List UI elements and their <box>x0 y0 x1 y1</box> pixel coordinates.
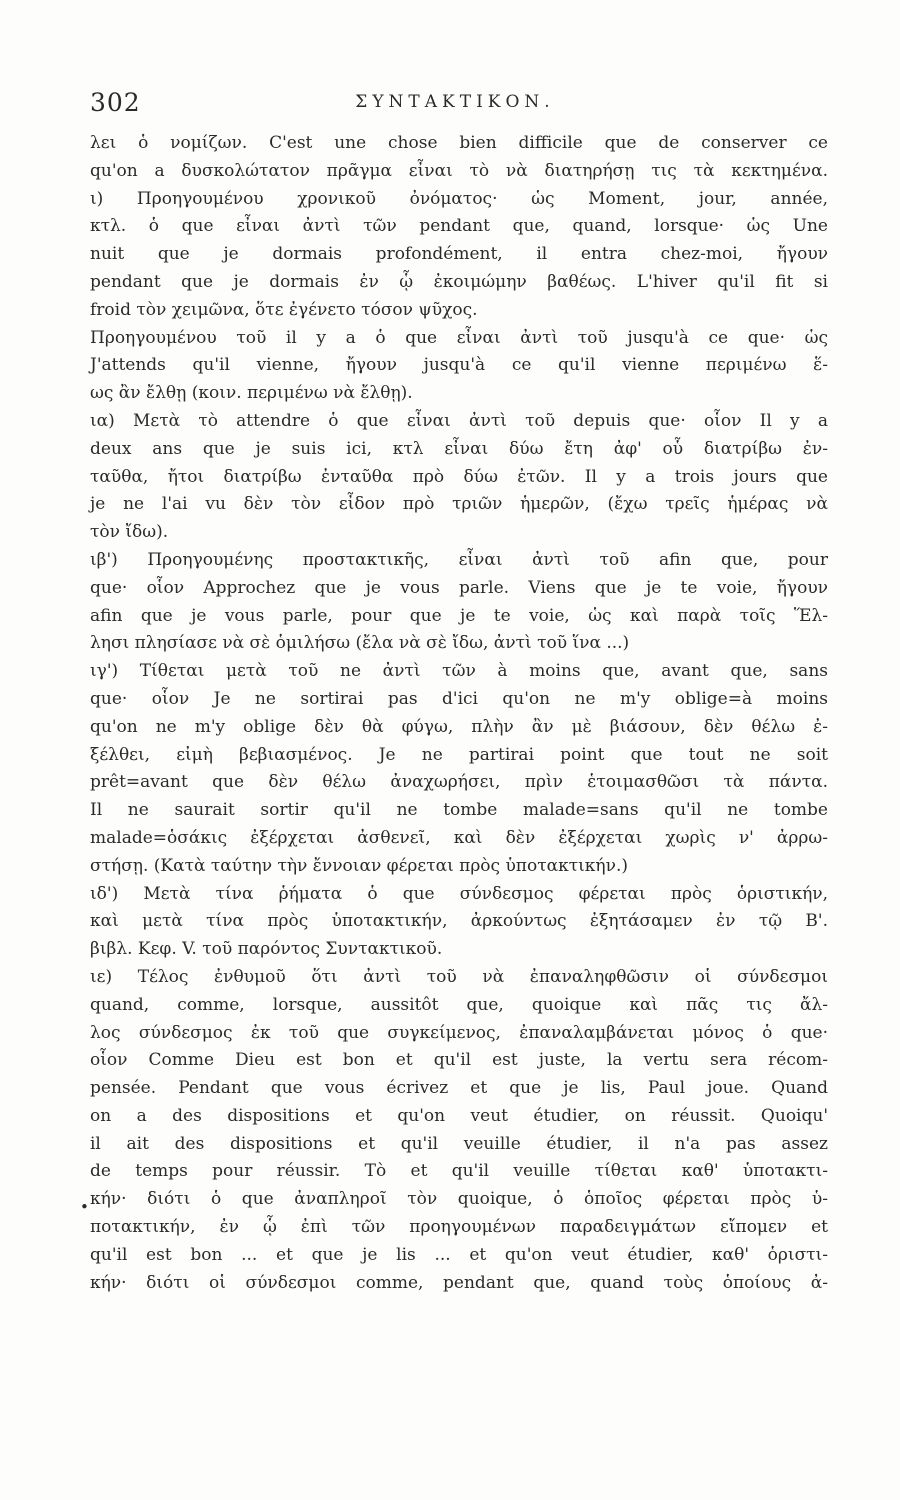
text-line: froid τὸν χειμῶνα, ὅτε ἐγένετο τόσον ψῦχος. <box>90 299 478 320</box>
text-line: ξέλθει, εἰμὴ βεβιασμένος. Je ne partirai point que tout ne soit <box>90 744 828 765</box>
text-line: καὶ μετὰ τίνα πρὸς ὑποτακτικήν, ἀρκούντως ἐξητάσαμεν ἐν τῷ Β'. <box>90 911 828 932</box>
text-line: τὸν ἴδω). <box>90 522 169 543</box>
text-line: λος σύνδεσμος ἐκ τοῦ que συγκείμενος, ἐπαναλαμβάνεται μόνος ὁ que· <box>90 1022 828 1043</box>
text-line: je ne l'ai vu δὲν τὸν εἶδον πρὸ τριῶν ἡμερῶν, (ἔχω τρεῖς ἡμέρας νὰ <box>90 494 828 515</box>
body-text <box>90 130 828 1297</box>
text-line: pensée. Pendant que vous écrivez et que je lis, Paul joue. Quand <box>90 1078 828 1099</box>
text-line: que· οἷον Approchez que je vous parle. Viens que je te voie, ἤγουν <box>90 577 828 598</box>
text-line: κτλ. ὁ que εἶναι ἀντὶ τῶν pendant que, quand, lorsque· ὡς Une <box>90 216 828 237</box>
text-line: κήν· διότι ὁ que ἀναπληροῖ τὸν quoique, ὁ ὁποῖος φέρεται πρὸς ὑ- <box>90 1189 828 1210</box>
text-line: Προηγουμένου τοῦ il y a ὁ que εἶναι ἀντὶ τοῦ jusqu'à ce que· ὡς <box>90 327 828 348</box>
page-number: 302 <box>90 88 141 117</box>
text-line: prêt=avant que δὲν θέλω ἀναχωρήσει, πρὶν ἑτοιμασθῶσι τὰ πάντα. <box>90 772 828 793</box>
page-header <box>90 88 820 122</box>
margin-mark: • <box>80 1198 89 1216</box>
text-line: ι) Προηγουμένου χρονικοῦ ὀνόματος· ὡς Moment, jour, année, <box>90 188 828 209</box>
text-line: quand, comme, lorsque, aussitôt que, quoique καὶ πᾶς τις ἄλ- <box>90 994 828 1015</box>
running-title: ΣΥΝΤΑΚΤΙΚΟΝ. <box>355 92 555 112</box>
text-line: nuit que je dormais profondément, il entra chez-moi, ἤγουν <box>90 244 828 265</box>
text-line: ως ἂν ἔλθῃ (κοιν. περιμένω νὰ ἔλθῃ). <box>90 383 413 404</box>
text-line: ταῦθα, ἤτοι διατρίβω ἐνταῦθα πρὸ δύω ἐτῶν. Il y a trois jours que <box>90 466 828 487</box>
text-line: Il ne saurait sortir qu'il ne tombe malade=sans qu'il ne tombe <box>90 800 828 821</box>
text-line: que· οἷον Je ne sortirai pas d'ici qu'on ne m'y oblige=à moins <box>90 688 828 709</box>
text-line: ιβ') Προηγουμένης προστακτικῆς, εἶναι ἀντὶ τοῦ afin que, pour <box>90 549 828 570</box>
text-line: ιε) Τέλος ἐνθυμοῦ ὅτι ἀντὶ τοῦ νὰ ἐπαναληφθῶσιν οἱ σύνδεσμοι <box>90 966 828 987</box>
text-line: on a des dispositions et qu'on veut étudier, on réussit. Quoiqu' <box>90 1105 828 1126</box>
text-line: qu'on ne m'y oblige δὲν θὰ φύγω, πλὴν ἂν μὲ βιάσουν, δὲν θέλω ἐ- <box>90 716 828 737</box>
text-line: malade=ὁσάκις ἐξέρχεται ἀσθενεῖ, καὶ δὲν ἐξέρχεται χωρὶς ν' ἀρρω- <box>90 827 828 848</box>
text-line: οἷον Comme Dieu est bon et qu'il est juste, la vertu sera récom- <box>90 1050 828 1071</box>
text-line: κήν· διότι οἱ σύνδεσμοι comme, pendant que, quand τοὺς ὁποίους ἀ- <box>90 1272 828 1293</box>
text-line: de temps pour réussir. Τὸ et qu'il veuille τίθεται καθ' ὑποτακτι- <box>90 1161 828 1182</box>
text-line: λησι πλησίασε νὰ σὲ ὁμιλήσω (ἔλα νὰ σὲ ἴδω, ἀντὶ τοῦ ἵνα ...) <box>90 633 630 654</box>
text-line: qu'on a δυσκολώτατον πρᾶγμα εἶναι τὸ νὰ διατηρήσῃ τις τὰ κεκτημένα. <box>90 160 828 181</box>
text-line: λει ὁ νομίζων. C'est une chose bien difficile que de conserver ce <box>90 133 828 153</box>
text-line: στήσῃ. (Κατὰ ταύτην τὴν ἔννοιαν φέρεται πρὸς ὑποτακτικήν.) <box>90 855 628 876</box>
text-line: qu'il est bon ... et que je lis ... et qu'on veut étudier, καθ' ὁριστι- <box>90 1244 828 1265</box>
text-line: ιδ') Μετὰ τίνα ῥήματα ὁ que σύνδεσμος φέρεται πρὸς ὁριστικήν, <box>90 883 828 904</box>
text-line: βιβλ. Κεφ. V. τοῦ παρόντος Συντακτικοῦ. <box>90 939 443 960</box>
text-line: afin que je vous parle, pour que je te voie, ὡς καὶ παρὰ τοῖς Ἕλ- <box>90 605 828 626</box>
text-line: ποτακτικήν, ἐν ᾧ ἐπὶ τῶν προηγουμένων παραδειγμάτων εἴπομεν et <box>90 1217 828 1238</box>
text-line: il ait des dispositions et qu'il veuille étudier, il n'a pas assez <box>90 1133 828 1154</box>
text-line: pendant que je dormais ἐν ᾧ ἐκοιμώμην βαθέως. L'hiver qu'il fit si <box>90 271 828 292</box>
text-line: deux ans que je suis ici, κτλ εἶναι δύω ἔτη ἀφ' οὗ διατρίβω ἐν- <box>90 438 828 459</box>
text-line: ιγ') Τίθεται μετὰ τοῦ ne ἀντὶ τῶν à moins que, avant que, sans <box>90 661 828 682</box>
text-line: ια) Μετὰ τὸ attendre ὁ que εἶναι ἀντὶ τοῦ depuis que· οἷον Il y a <box>90 410 828 431</box>
text-line: J'attends qu'il vienne, ἤγουν jusqu'à ce qu'il vienne περιμένω ἕ- <box>90 355 828 376</box>
